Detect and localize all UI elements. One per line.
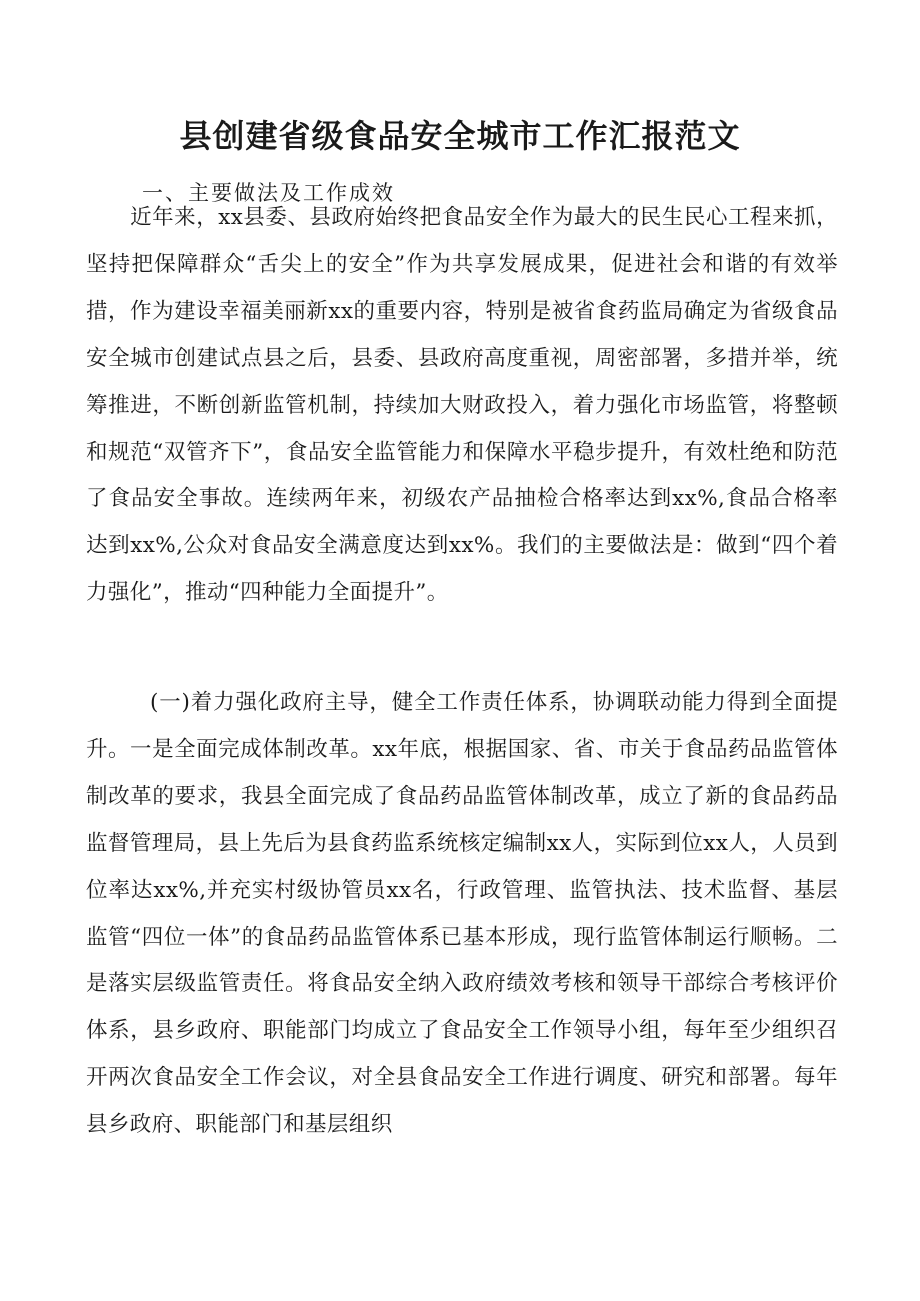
paragraph-intro (86, 195, 838, 617)
document-title: 县创建省级食品安全城市工作汇报范文 (179, 117, 741, 155)
paragraph-government-leadership (86, 680, 838, 1149)
section-heading: 一、主要做法及工作成效 (142, 181, 395, 205)
paragraph-intro-text: 近年来，xx县委、县政府始终把食品安全作为最大的民生民心工程来抓，坚持把保障群众“舌尖上的安全”作为共享发展成果，促进社会和谐的有效举措，作为建设幸福美丽新xx的重要内容，特别是被省食药监局确定为省级食品安全城市创建试点县之后，县委、县政府高度重视，周密部署，多措并举，统筹推进，不断创新监管机制，持续加大财政投入，着力强化市场监管，将整顿和规范“双管齐下”，食品安全监管能力和保障水平稳步提升，有效杜绝和防范了食品安全事故。连续两年来，初级农产品抽检合格率达到xx%,食品合格率达到xx%,公众对食品安全满意度达到xx%。我们的主要做法是：做到“四个着力强化”，推动“四种能力全面提升”。 (86, 205, 838, 606)
paragraph-government-leadership-text: (一)着力强化政府主导，健全工作责任体系，协调联动能力得到全面提升。一是全面完成体制改革。xx年底，根据国家、省、市关于食品药品监管体制改革的要求，我县全面完成了食品药品监管体制改革，成立了新的食品药品监督管理局，县上先后为县食药监系统核定编制xx人，实际到位xx人，人员到位率达xx%,并充实村级协管员xx名，行政管理、监管执法、技术监督、基层监管“四位一体”的食品药品监管体系已基本形成，现行监管体制运行顺畅。二是落实层级监管责任。将食品安全纳入政府绩效考核和领导干部综合考核评价体系，县乡政府、职能部门均成立了食品安全工作领导小组，每年至少组织召开两次食品安全工作会议，对全县食品安全工作进行调度、研究和部署。每年县乡政府、职能部门和基层组织 (86, 690, 838, 1138)
